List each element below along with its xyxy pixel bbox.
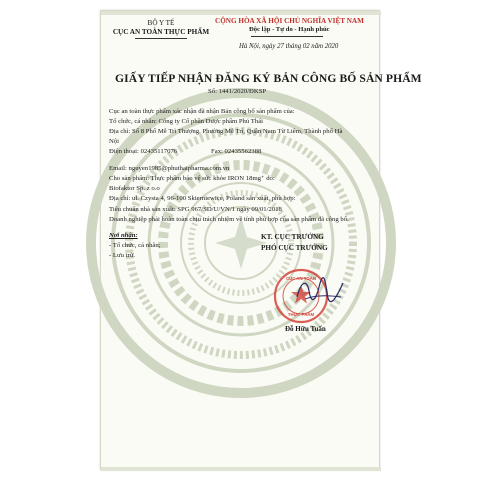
signer-role-1: KT. CỤC TRƯỞNG xyxy=(261,233,324,241)
manufacturer-address-line: Địa chỉ: ul. Czysta 4, 96-100 Skierniewice, Poland sản xuất, phù hợp: xyxy=(109,195,296,202)
ministry-name: BỘ Y TẾ xyxy=(147,19,175,27)
manufacturer-line: Biofaktor Sp. z o.o xyxy=(109,185,160,192)
document-title: GIẤY TIẾP NHẬN ĐĂNG KÝ BẢN CÔNG BỐ SẢN PHẨM xyxy=(115,72,422,85)
recipient-item: - Tổ chức, cá nhân; xyxy=(109,242,161,249)
recipients-label: Nơi nhận: xyxy=(109,232,138,239)
intro-line: Cục an toàn thực phẩm xác nhận đã nhận Bản công bố sản phẩm của: xyxy=(109,108,295,115)
commitment-line: Doanh nghiệp phải hoàn toàn chịu trách nhiệm về tính phù hợp của sản phẩm đã công bố. xyxy=(109,216,349,223)
product-line: Cho sản phẩm: Thực phẩm bảo vệ sức khỏe IRON 18mg⁺ do: xyxy=(109,175,275,182)
address-line-2: Nội xyxy=(109,138,120,145)
department-name: CỤC AN TOÀN THỰC PHẨM xyxy=(112,28,210,36)
document-number: Số: 1441/2020/ĐKSP xyxy=(208,88,267,95)
phone-line: Điện thoại: 02435117076 xyxy=(109,148,178,155)
place-date: Hà Nội, ngày 27 tháng 02 năm 2020 xyxy=(239,43,339,50)
handwritten-signature xyxy=(291,273,351,307)
fax-line: Fax: 02435562388 xyxy=(211,148,262,155)
signer-role-2: PHÓ CỤC TRƯỞNG xyxy=(261,244,328,252)
national-motto: Độc lập - Tự do - Hạnh phúc xyxy=(249,26,330,33)
certificate-sheet xyxy=(100,10,422,470)
seal-text-bottom: THỰC PHẨM xyxy=(287,312,315,317)
header-divider-left xyxy=(135,38,187,39)
seal-text-top: CỤC AN TOÀN xyxy=(286,276,316,281)
standard-line: Tiêu chuẩn nhà sản xuất: SPG 967/SD/U/VN/1 ngày 09/01/2018 xyxy=(109,206,282,213)
email-line: Email: nguyen1985@phuthaipharma.com.vn xyxy=(109,165,230,172)
signer-name: Đỗ Hữu Tuấn xyxy=(285,325,326,333)
recipient-item: - Lưu trữ. xyxy=(109,252,136,259)
country-name: CỘNG HÒA XÃ HỘI CHỦ NGHĨA VIỆT NAM xyxy=(215,17,364,25)
header-divider-right xyxy=(251,36,323,37)
address-line-1: Địa chỉ: Số 8 Phố Mễ Trì Thượng, Phường Mễ Trì, Quận Nam Từ Liêm, Thành phố Hà xyxy=(109,128,343,135)
organization-line: Tổ chức, cá nhân: Công ty Cổ phần Dược phẩm Phú Thái xyxy=(109,118,264,125)
